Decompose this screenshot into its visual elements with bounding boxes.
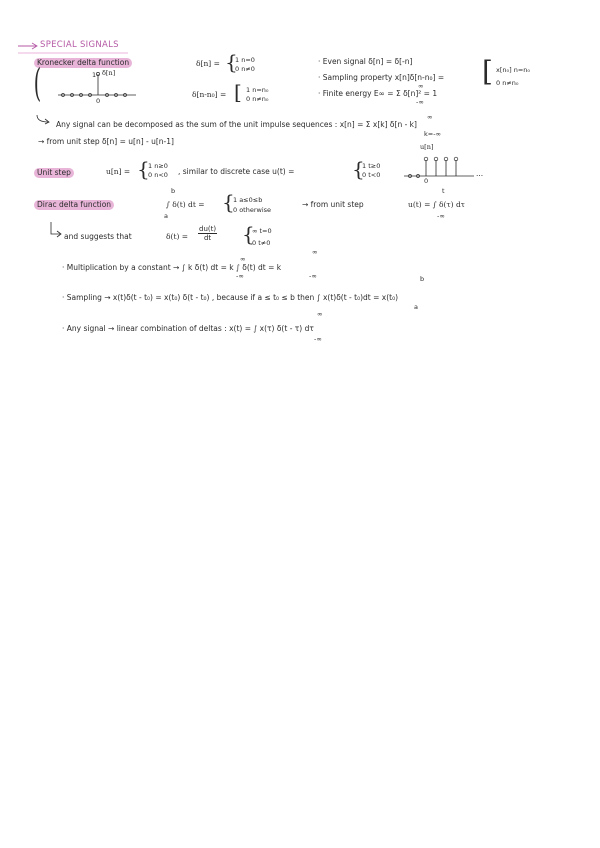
dirac-ut-lower: -∞: [437, 212, 445, 220]
dirac-def-case2: 0 otherwise: [233, 206, 272, 215]
kronecker-def-case2: 0 n≠0: [235, 64, 255, 73]
dirac-integral-def: ∫ δ(t) dt =: [166, 200, 205, 209]
kronecker-plot-zero: 0: [96, 97, 101, 105]
kronecker-sampling-lhs: · Sampling property x[n]δ[n-n₀] =: [318, 73, 445, 82]
unit-step-plot-label: u[n]: [420, 143, 434, 151]
decompose-sup: ∞: [427, 113, 433, 121]
title-underline: [18, 52, 128, 54]
unit-step-def-lhs: u[n] =: [106, 167, 131, 176]
unit-step-cont-case2: 0 t<0: [362, 170, 381, 179]
dirac-sampling: · Sampling → x(t)δ(t - t₀) = x(t₀) δ(t - t₀) , because if a ≤ t₀ ≤ b then ∫ x(t)δ(t - t₀)dt = x(t₀): [62, 293, 399, 302]
dirac-suggests-text: and suggests that: [64, 232, 132, 241]
unit-step-def-case2: 0 n<0: [148, 170, 168, 179]
dirac-suggests-arrow-icon: [50, 222, 64, 238]
dirac-def-case1: 1 a≤0≤b: [233, 196, 263, 204]
dirac-mult-lower: -∞: [236, 272, 244, 280]
kronecker-finite-energy: · Finite energy E∞ = Σ δ[n]² = 1: [318, 89, 438, 98]
unit-step-similar-text: , similar to discrete case u(t) =: [178, 167, 295, 176]
dirac-any-lower: -∞: [314, 335, 322, 343]
dirac-delta-lhs: δ(t) =: [166, 232, 189, 241]
dirac-suggest-cases: [252, 225, 272, 250]
dirac-from-unit-step: → from unit step: [302, 200, 364, 209]
kronecker-energy-sup: ∞: [418, 82, 424, 90]
dirac-mult-upper2: ∞: [312, 248, 318, 256]
kronecker-shift-case1: 1 n=n₀: [246, 86, 269, 94]
kronecker-sampling-cases: [496, 64, 530, 90]
kronecker-decomposition: Any signal can be decomposed as the sum of the unit impulse sequences : x[n] = Σ x[k] δ[n - k]: [56, 120, 417, 129]
dirac-suggest-case1: ∞ t=0: [252, 227, 272, 235]
kronecker-shift-lhs: δ[n-n₀] =: [192, 90, 227, 99]
kronecker-heading: Kronecker delta function: [34, 58, 132, 68]
section-title: SPECIAL SIGNALS: [40, 40, 119, 50]
kronecker-even-signal: · Even signal δ[n] = δ[-n]: [318, 57, 413, 66]
dirac-mult-lower2: -∞: [309, 272, 317, 280]
kronecker-def-case1: 1 n=0: [235, 56, 255, 64]
unit-step-cont-brace: {: [352, 157, 365, 181]
kronecker-plot-one: 1: [92, 71, 97, 79]
kronecker-from-unit-step: → from unit step δ[n] = u[n] - u[n-1]: [38, 137, 174, 146]
dirac-samp-upper: b: [420, 275, 425, 283]
unit-step-plot: [404, 152, 478, 182]
kronecker-sampling-case2: 0 n≠n₀: [496, 79, 519, 87]
kronecker-energy-sub: -∞: [416, 98, 424, 106]
unit-step-cont-cases: [362, 162, 380, 180]
decompose-arrow-icon: [36, 114, 52, 124]
dirac-def-brace: {: [222, 190, 235, 214]
dirac-frac-den: dt: [203, 234, 212, 243]
unit-step-cont-case1: 1 t≥0: [362, 162, 381, 170]
dirac-heading: Dirac delta function: [34, 200, 114, 210]
title-arrow-icon: [18, 42, 40, 50]
dirac-derivative-fraction: [198, 225, 217, 243]
unit-step-plot-dots: ...: [476, 169, 484, 178]
kronecker-sampling-brace: [: [482, 55, 493, 88]
dirac-frac-num: du(t): [199, 225, 217, 233]
dirac-int-upper: b: [171, 187, 176, 195]
kronecker-def-lhs: δ[n] =: [196, 59, 220, 68]
dirac-multiplication: · Multiplication by a constant → ∫ k δ(t) dt = k ∫ δ(t) dt = k: [62, 263, 282, 272]
unit-step-plot-zero: 0: [424, 177, 429, 185]
kronecker-shift-case2: 0 n≠n₀: [246, 94, 269, 103]
kronecker-left-brace: (: [33, 61, 42, 105]
unit-step-def-brace: {: [137, 157, 150, 181]
dirac-any-signal: · Any signal → linear combination of deltas : x(t) = ∫ x(τ) δ(t - τ) dτ: [62, 324, 314, 333]
dirac-any-upper: ∞: [317, 310, 323, 318]
unit-step-heading: Unit step: [34, 168, 74, 178]
dirac-ut-upper: t: [442, 187, 445, 195]
unit-step-def-case1: 1 n≥0: [148, 162, 168, 170]
unit-step-def-cases: [148, 162, 168, 180]
dirac-suggest-case2: 0 t≠0: [252, 239, 271, 248]
kronecker-sampling-case1: x[n₀] n=n₀: [496, 66, 531, 74]
kronecker-def-brace: {: [225, 50, 238, 74]
dirac-suggest-brace: {: [242, 222, 255, 246]
dirac-samp-lower: a: [414, 303, 418, 311]
kronecker-plot-label: δ[n]: [102, 69, 116, 77]
decompose-sub: k=-∞: [424, 130, 441, 138]
kronecker-def-cases: [235, 56, 255, 74]
kronecker-shift-cases: [246, 86, 269, 104]
dirac-ut-expression: u(t) = ∫ δ(τ) dτ: [408, 200, 465, 209]
kronecker-shift-brace: [: [234, 80, 242, 104]
dirac-int-lower: a: [164, 212, 168, 220]
dirac-def-cases: [233, 195, 271, 216]
dirac-mult-upper: ∞: [240, 255, 246, 263]
